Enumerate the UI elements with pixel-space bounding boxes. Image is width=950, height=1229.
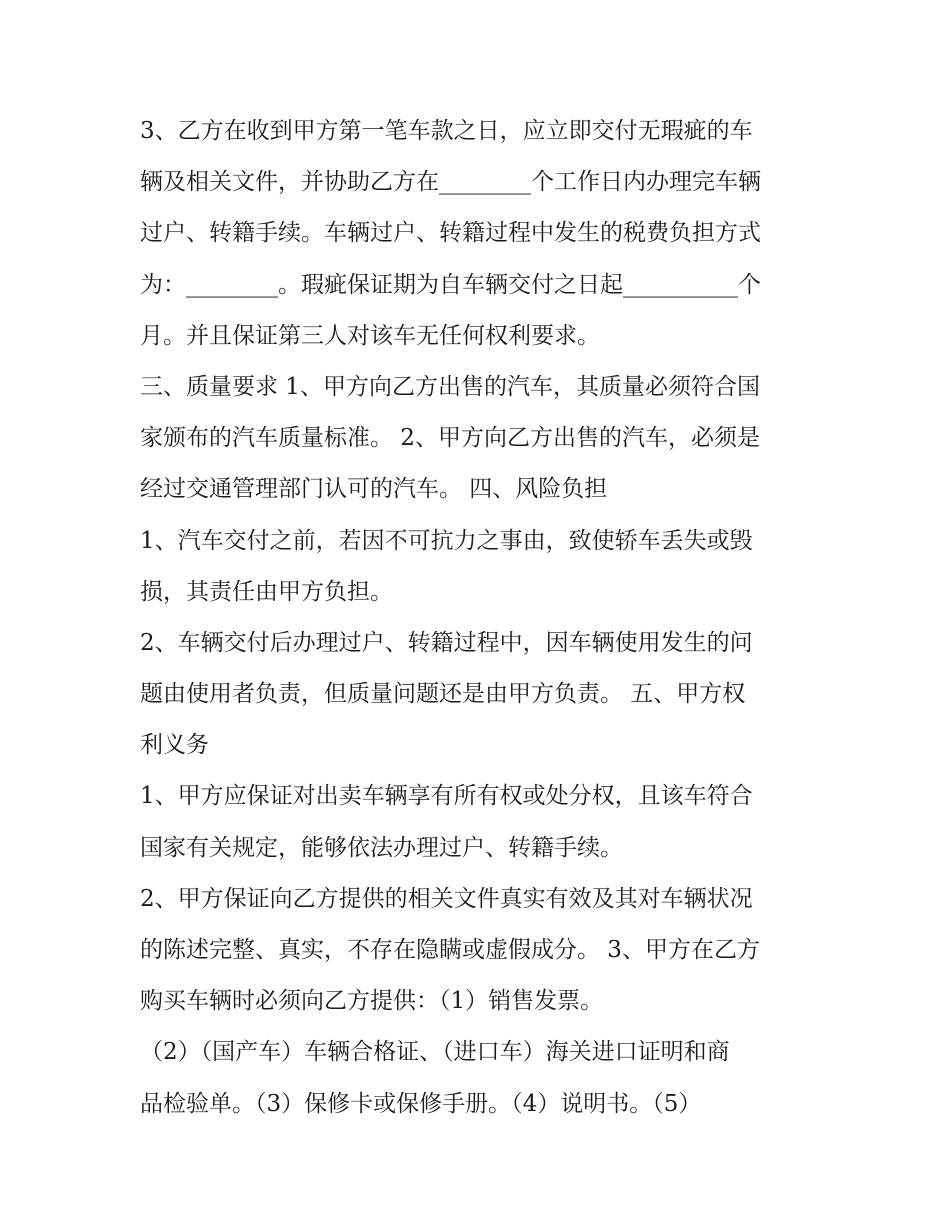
text-line-14: 1、甲方应保证对出卖车辆享有所有权或处分权，且该车符合 (140, 783, 753, 810)
text-line-4: 为：________。瑕疵保证期为自车辆交付之日起__________个 (140, 271, 761, 298)
contract-body-text (140, 106, 820, 1130)
text-line-15: 国家有关规定，能够依法办理过户、转籍手续。 (140, 834, 623, 861)
text-line-16: 2、甲方保证向乙方提供的相关文件真实有效及其对车辆状况 (140, 885, 753, 912)
text-line-17: 的陈述完整、真实，不存在隐瞒或虚假成分。 3、甲方在乙方 (140, 937, 760, 963)
text-line-12: 题由使用者负责，但质量问题还是由甲方负责。 五、甲方权 (140, 681, 746, 708)
text-line-19: （2）（国产车）车辆合格证、（进口车）海关进口证明和商 (140, 1039, 730, 1066)
text-line-8: 经过交通管理部门认可的汽车。 四、风险负担 (140, 476, 608, 503)
text-line-10: 损，其责任由甲方负担。 (140, 578, 393, 605)
text-line-6: 三、质量要求 1、甲方向乙方出售的汽车，其质量必须符合国 (140, 373, 760, 400)
text-line-2: 辆及相关文件，并协助乙方在________个工作日内办理完车辆 (140, 169, 761, 196)
text-line-20: 品检验单。（3）保修卡或保修手册。（4）说明书。（5） (140, 1090, 702, 1117)
text-line-13: 利义务 (140, 732, 209, 759)
text-line-1: 3、乙方在收到甲方第一笔车款之日，应立即交付无瑕疵的车 (140, 118, 753, 144)
text-line-18: 购买车辆时必须向乙方提供：（1）销售发票。 (140, 988, 604, 1015)
text-line-3: 过户、转籍手续。车辆过户、转籍过程中发生的税费负担方式 (140, 220, 761, 247)
text-line-11: 2、车辆交付后办理过户、转籍过程中，因车辆使用发生的问 (140, 629, 753, 656)
text-line-5: 月。并且保证第三人对该车无任何权利要求。 (140, 322, 600, 349)
text-line-9: 1、汽车交付之前，若因不可抗力之事由，致使轿车丢失或毁 (140, 527, 753, 554)
text-line-7: 家颁布的汽车质量标准。 2、甲方向乙方出售的汽车，必须是 (140, 425, 760, 452)
